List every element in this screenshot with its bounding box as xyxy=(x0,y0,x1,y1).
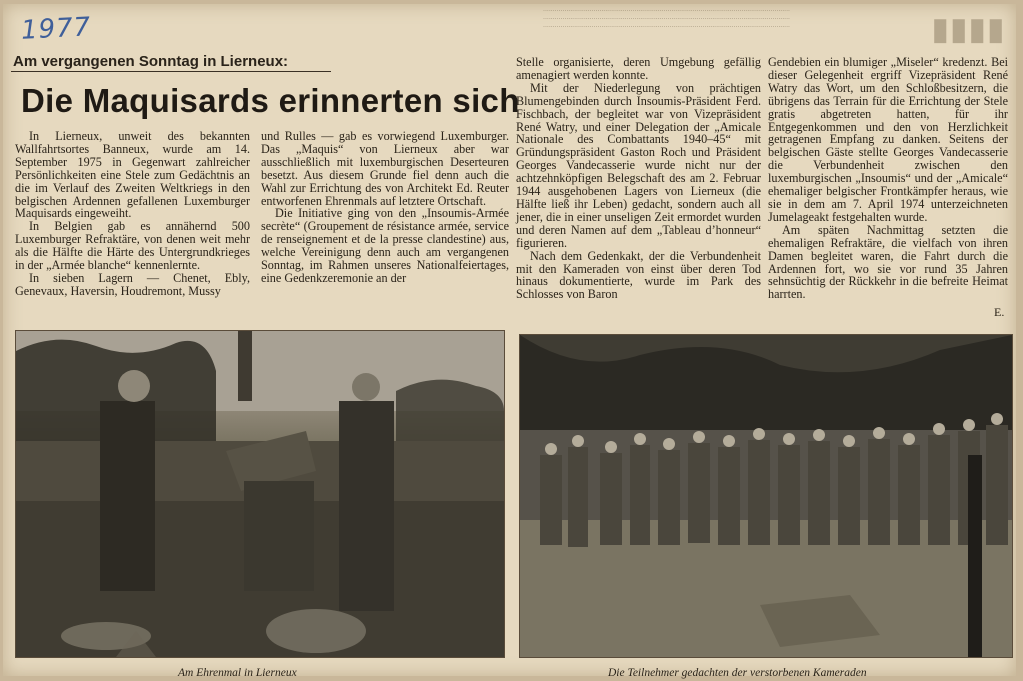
photo-memorial-drawing xyxy=(16,331,504,657)
photo-caption-right: Die Teilnehmer gedachten der verstorbenen Kameraden xyxy=(608,667,867,679)
paragraph: In sieben Lagern — Chenet, Ebly, Genevaux, Haversin, Houdremont, Mussy xyxy=(15,270,250,298)
column-3 xyxy=(516,56,761,301)
show-through-heading: ▮▮▮▮ xyxy=(931,13,1006,46)
author-initial: E. xyxy=(994,305,1005,319)
paragraph: Gendebien ein blumiger „Miseler“ kredenzt. Bei dieser Gelegenheit ergriff Vizepräsident René Watry das Wort, um den Schloßbesitzern, die übrigens das Terrain für die Errichtung der Stele gratis abgetreten hatten, für ihr Entgegenkommen und den von Herzlichkeit getragenen Empfang zu danken. Seitens der belgischen Gäste stellte Georges Vandecasserie die Verbundenheit zwischen den luxemburgischen „Insoumis“ und der „Amicale“ ehemaliger belgischer Frontkämpfer heraus, wie sie in dem am 7. April 1974 unterzeichneten Jumelageakt festgehalten wurde. xyxy=(768,55,1008,224)
show-through-text: ............................................................................................................................... ............................................................................................................................... ............................................................................................................................... xyxy=(543,6,790,29)
photo-participants xyxy=(519,334,1013,658)
handwritten-year: 1977 xyxy=(20,12,92,46)
paragraph: Am späten Nachmittag setzten die ehemaligen Refraktäre, die vielfach von ihren Damen begleitet waren, die Fahrt durch die Ardennen fort, wo sie vor rund 35 Jahren sehnsüchtig der Rückkehr in die befreite Heimat harrten. xyxy=(768,222,1008,302)
headline: Die Maquisards erinnerten sich xyxy=(21,82,520,119)
paragraph: In Lierneux, unweit des bekannten Wallfahrtsortes Banneux, wurde am 14. September 1975 in Gegenwart zahlreicher Persönlichkeiten eine Stele zum Gedächtnis an die im Verlauf des Zweiten Weltkriegs in den belgischen Ardennen gefallenen Luxemburger Maquisards eingeweiht. xyxy=(15,129,250,221)
photo-memorial xyxy=(15,330,505,658)
newspaper-clipping xyxy=(3,4,1016,679)
paragraph: und Rulles — gab es vorwiegend Luxemburger. Das „Maquis“ von Lierneux aber war ausschließlich mit luxemburgischen Deserteuren besetzt. Aus diesem Grunde fiel denn auch die Wahl zur Errichtung des von Architekt Ed. Reuter entworfenen Ehrenmals auf letztere Ortschaft. xyxy=(261,129,509,208)
paragraph: Nach dem Gedenkakt, der die Verbundenheit mit den Kameraden von einst über deren Tod hinaus dokumentierte, wurde im Park des Schlosses von Baron xyxy=(516,248,761,302)
paragraph: Stelle organisierte, deren Umgebung gefällig amenagiert werden konnte. xyxy=(516,55,761,82)
column-4 xyxy=(768,56,1008,301)
photo-participants-drawing xyxy=(520,335,1012,657)
column-1 xyxy=(15,130,250,298)
paragraph: In Belgien gab es annähernd 500 Luxemburger Refraktäre, von denen weit mehr als die Hälfte die Härte des Untergrundkrieges in der „Armée blanche“ kennenlernte. xyxy=(15,219,250,273)
paragraph: Mit der Niederlegung von prächtigen Blumengebinden durch Insoumis-Präsident Ferd. Fischbach, der begleitet war von Vizepräsident René Watry, und einer Delegation der „Amicale Nationale des Combattants 1940–45“ mit Gründungspräsident Gaston Roch und Präsident Georges Vandecasserie wurde nicht nur der achtzehnköpfigen Belegschaft des am 2. Februar 1944 ausgehobenen Lagers von Lierneux (die Hälfte ließ ihr Leben) gedacht, sondern auch all jener, die in einer unseligen Zeit ermordet wurden und deren Namen auf dem „Tableau d’honneur“ figurieren. xyxy=(516,80,761,250)
photo-caption-left: Am Ehrenmal in Lierneux xyxy=(178,667,297,679)
column-2 xyxy=(261,130,509,285)
kicker-rule xyxy=(11,71,331,72)
paragraph: Die Initiative ging von den „Insoumis-Armée secrète“ (Groupement de résistance armée, service de renseignement et de la presse clandestine) aus, welche Vereinigung denn auch am vergangenen Sonntag, im Rahmen unseres Nationalfeiertages, eine Gedenkzeremonie an der xyxy=(261,206,509,285)
kicker: Am vergangenen Sonntag in Lierneux: xyxy=(13,53,289,70)
